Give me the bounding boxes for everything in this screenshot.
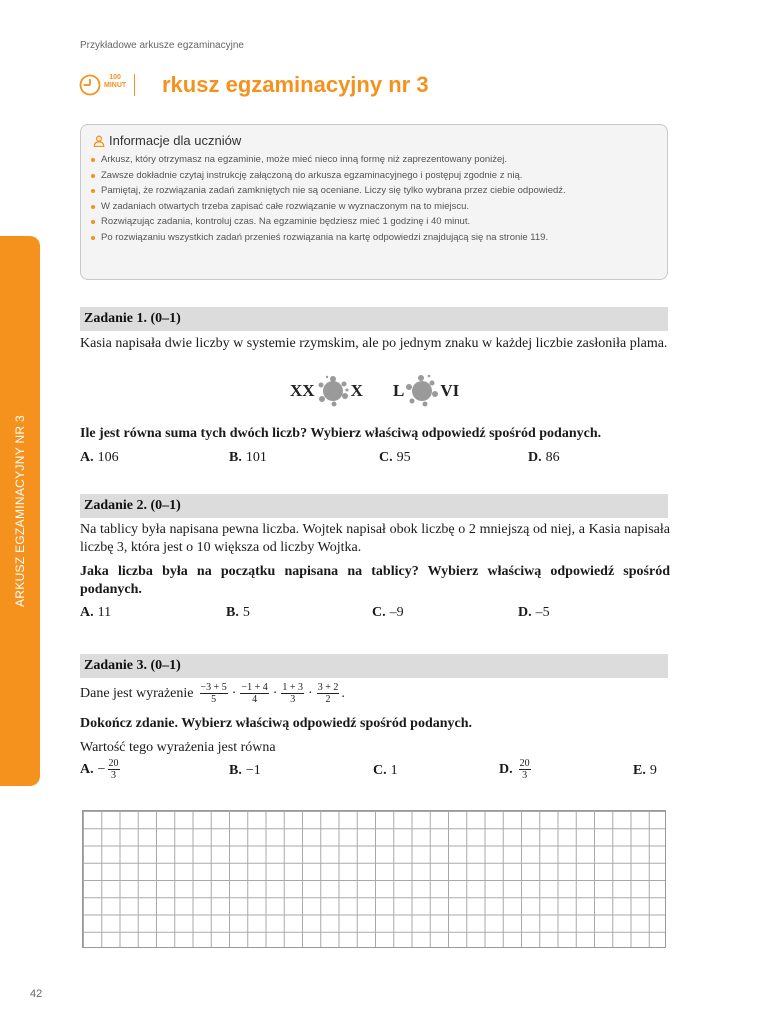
task3-option-b — [229, 763, 261, 779]
option-value: 86 — [545, 450, 560, 465]
info-item: Rozwiązując zadania, kontroluj czas. Na egzaminie będziesz mieć 1 godzinę i 40 minut. — [91, 216, 657, 228]
fraction-numerator: −3 + 5 — [200, 682, 227, 693]
title-row — [78, 70, 678, 102]
info-item: Zawsze dokładnie czytaj instrukcję załączoną do arkusza egzaminacyjnego i postępuj zgodnie z nią. — [91, 170, 657, 182]
option-letter: C. — [372, 605, 386, 620]
fraction-denominator: 4 — [252, 694, 258, 705]
stopwatch-icon — [78, 72, 102, 96]
task1-option-b — [229, 450, 267, 466]
fraction-numerator: 1 + 3 — [282, 682, 304, 693]
option-letter: C. — [379, 450, 393, 465]
option-sign: − — [97, 761, 106, 777]
fraction-numerator: −1 + 4 — [241, 682, 268, 693]
option-fraction — [519, 758, 531, 781]
task2-option-a — [80, 605, 111, 621]
task3-header: Zadanie 3. (0–1) — [80, 654, 668, 678]
task3-option-c — [373, 763, 398, 779]
task1-option-a — [80, 450, 119, 466]
fraction — [281, 682, 304, 705]
info-heading-text: Informacje dla uczniów — [109, 133, 242, 148]
timer-label — [104, 74, 126, 90]
fraction-numerator: 3 + 2 — [317, 682, 339, 693]
option-value: –5 — [535, 605, 550, 620]
option-value: 101 — [245, 450, 267, 465]
fraction-denominator: 2 — [325, 694, 331, 705]
ink-blot-icon — [316, 374, 350, 408]
expression-end: . — [341, 685, 345, 701]
title-divider — [134, 74, 135, 96]
expression-label: Dane jest wyrażenie — [80, 685, 194, 701]
option-letter: B. — [226, 605, 239, 620]
option-value: 1 — [390, 763, 398, 778]
option-letter: B. — [229, 450, 242, 465]
page-number: 42 — [30, 988, 43, 1000]
task2-header: Zadanie 2. (0–1) — [80, 494, 668, 518]
option-letter: A. — [80, 605, 94, 620]
fraction — [200, 682, 228, 705]
option-value: 9 — [649, 763, 657, 778]
user-icon — [93, 135, 105, 147]
option-letter: C. — [373, 763, 387, 778]
roman-number-1 — [290, 374, 363, 408]
task2-option-c — [372, 605, 404, 621]
roman-number-2 — [393, 374, 459, 408]
task1-header: Zadanie 1. (0–1) — [80, 307, 668, 331]
task3-question: Dokończ zdanie. Wybierz właściwą odpowiedź spośród podanych. — [80, 716, 473, 731]
option-value: 5 — [242, 605, 250, 620]
info-list — [91, 154, 657, 243]
info-item: Arkusz, który otrzymasz na egzaminie, może mieć nieco inną formę niż zaprezentowany poniżej. — [91, 154, 657, 166]
option-value: 95 — [396, 450, 411, 465]
roman1-left: XX — [290, 381, 315, 400]
ink-blot-icon — [405, 374, 439, 408]
fraction-numerator: 20 — [108, 758, 119, 769]
option-value: 11 — [97, 605, 112, 620]
info-heading — [93, 133, 657, 148]
fraction — [317, 682, 340, 705]
option-letter: D. — [528, 450, 542, 465]
task2-question: Jaka liczba była na początku napisana na tablicy? Wybierz właściwą odpowiedź spośród podanych. — [80, 564, 670, 597]
task2-text: Na tablicy była napisana pewna liczba. Wojtek napisał obok liczbę o 2 mniejszą od niej, a Kasia napisała liczbę 3, która jest o 10 większa od liczby Wojtka. — [80, 522, 670, 555]
fraction — [240, 682, 268, 705]
fraction-denominator: 3 — [111, 770, 117, 781]
fraction-denominator: 3 — [290, 694, 296, 705]
option-letter: D. — [518, 605, 532, 620]
option-letter: E. — [633, 763, 646, 778]
info-item: Pamiętaj, że rozwiązania zadań zamkniętych nie są oceniane. Liczy się tylko wybrana przez ciebie odpowiedź. — [91, 185, 657, 197]
task1-option-d — [528, 450, 560, 466]
option-value: 106 — [97, 450, 119, 465]
roman2-left: L — [393, 381, 405, 400]
answer-grid[interactable] — [82, 810, 666, 948]
task1-text: Kasia napisała dwie liczby w systemie rzymskim, ale po jednym znaku w każdej liczbie zasłoniła plama. — [80, 336, 668, 351]
option-letter: A. — [80, 450, 94, 465]
option-letter: B. — [229, 763, 242, 778]
roman2-right: VI — [440, 381, 460, 400]
side-tab — [0, 236, 40, 786]
multiply-sign: · — [231, 685, 237, 701]
info-item: Po rozwiązaniu wszystkich zadań przenieś rozwiązania na kartę odpowiedzi znajdującą się na stronie 119. — [91, 232, 657, 244]
task3-stem: Wartość tego wyrażenia jest równa — [80, 740, 276, 755]
running-header: Przykładowe arkusze egzaminacyjne — [80, 40, 244, 51]
option-letter: D. — [499, 761, 513, 777]
fraction-denominator: 5 — [211, 694, 217, 705]
multiply-sign: · — [308, 685, 313, 701]
option-value: −1 — [245, 763, 261, 778]
task2-option-d — [518, 605, 550, 621]
timer-unit: MINUT — [104, 82, 127, 89]
timer-value: 100 — [109, 74, 121, 81]
task3-option-a — [80, 758, 122, 781]
info-item: W zadaniach otwartych trzeba zapisać całe rozwiązanie w wyznaczonym na to miejscu. — [91, 201, 657, 213]
info-box — [80, 124, 668, 280]
multiply-sign: · — [272, 685, 278, 701]
fraction-denominator: 3 — [522, 770, 528, 781]
task1-question: Ile jest równa suma tych dwóch liczb? Wybierz właściwą odpowiedź spośród podanych. — [80, 426, 602, 441]
task2-option-b — [226, 605, 250, 621]
option-value: –9 — [389, 605, 404, 620]
roman1-right: X — [350, 381, 363, 400]
page-title: rkusz egzaminacyjny nr 3 — [162, 72, 429, 97]
task3-expression — [80, 682, 670, 705]
side-tab-label: ARKUSZ EGZAMINACYJNY NR 3 — [13, 415, 27, 607]
fraction-numerator: 20 — [519, 758, 530, 769]
option-fraction — [108, 758, 120, 781]
task1-option-c — [379, 450, 411, 466]
option-letter: A. — [80, 761, 94, 777]
task3-option-e — [633, 763, 657, 779]
task3-option-d — [499, 758, 533, 781]
